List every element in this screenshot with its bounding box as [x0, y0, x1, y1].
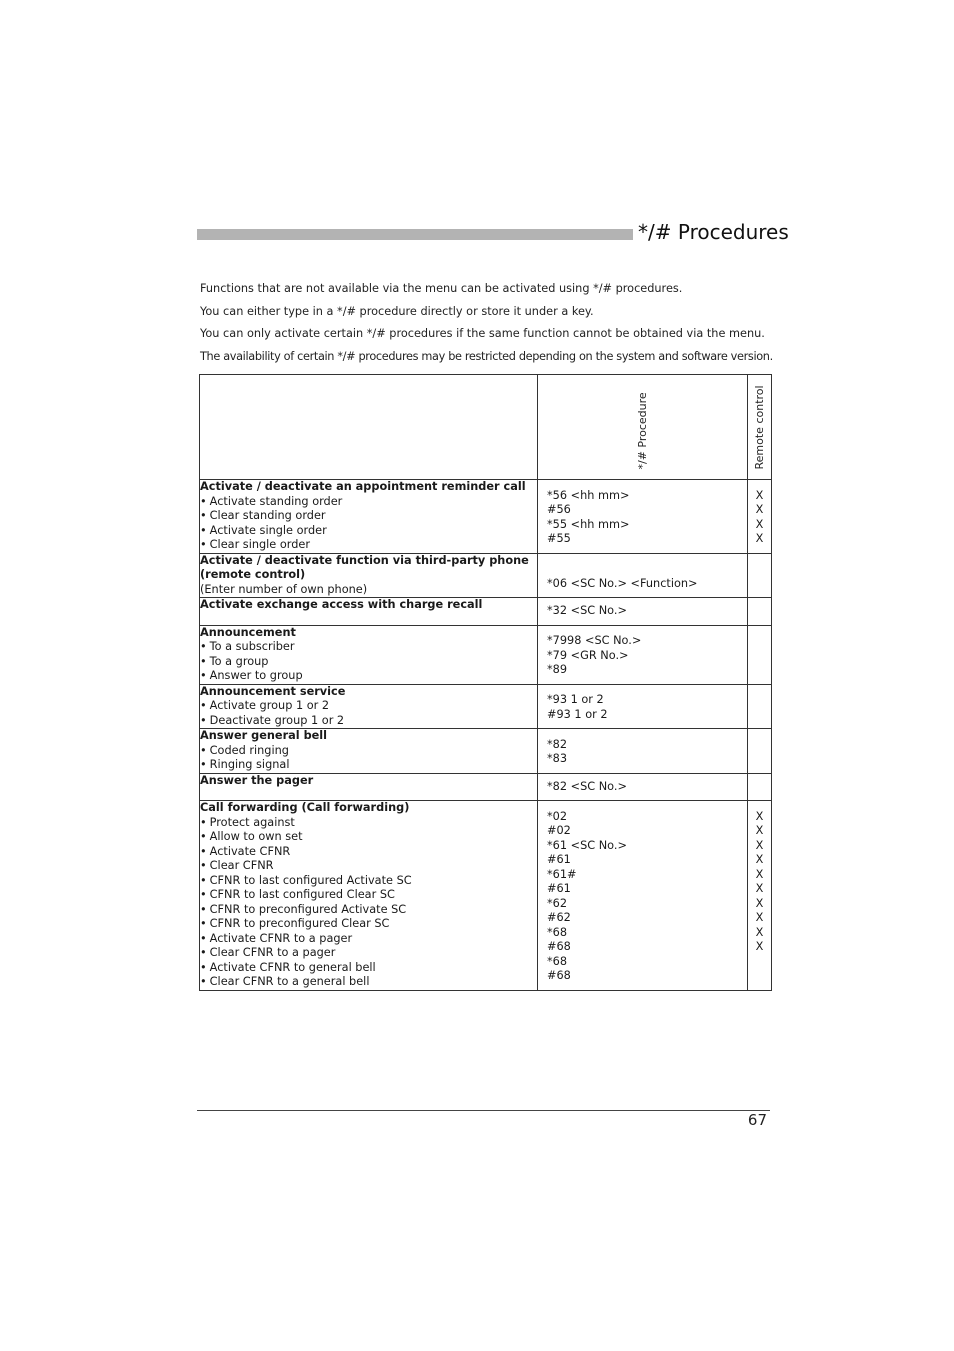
remote-control-cell — [748, 729, 772, 774]
remote-control-cell — [748, 801, 772, 991]
procedure-code: #68 — [547, 940, 571, 953]
procedure-code: #56 — [547, 503, 571, 516]
remote-control-mark: X — [755, 838, 764, 852]
procedure-code: #61 — [547, 882, 571, 895]
function-cell — [200, 773, 538, 801]
procedure-cell — [538, 729, 748, 774]
function-cell — [200, 801, 538, 991]
list-item: • CFNR to preconfigured Clear SC — [200, 917, 537, 932]
page-number: 67 — [747, 1111, 767, 1129]
procedure-cell — [538, 480, 748, 554]
intro-paragraph: Functions that are not available via the menu can be activated using */# procedures. — [200, 282, 683, 295]
remote-control-mark: X — [755, 867, 764, 881]
remote-control-cell — [748, 773, 772, 801]
remote-control-mark: X — [755, 925, 764, 939]
list-item: • CFNR to last configured Activate SC — [200, 874, 537, 889]
procedure-code: *32 <SC No.> — [547, 604, 627, 617]
procedure-code: #61 — [547, 853, 571, 866]
procedure-code: *82 — [547, 737, 568, 751]
function-note: (Enter number of own phone) — [200, 582, 368, 596]
function-cell — [200, 684, 538, 729]
remote-control-cell — [748, 553, 772, 598]
procedure-cell — [538, 801, 748, 991]
remote-control-mark: X — [755, 911, 764, 924]
footer-rule — [197, 1110, 770, 1111]
list-item: • Activate CFNR to a pager — [200, 932, 537, 947]
function-title: Activate / deactivate an appointment reminder call — [200, 480, 526, 493]
list-item: • Clear single order — [200, 538, 537, 553]
list-item: • Clear CFNR to a pager — [200, 946, 537, 961]
intro-paragraph: The availability of certain */# procedures may be restricted depending on the system and software version. — [200, 349, 773, 363]
intro-text — [200, 278, 773, 368]
procedure-code: *83 — [547, 752, 568, 765]
function-title: Announcement — [200, 625, 296, 639]
procedure-code: *55 <hh mm> — [547, 517, 630, 531]
function-cell — [200, 553, 538, 598]
intro-paragraph: You can only activate certain */# procedures if the same function cannot be obtained via the menu. — [200, 327, 765, 340]
remote-control-mark: X — [755, 853, 764, 866]
remote-control-mark: X — [755, 809, 764, 823]
function-cell — [200, 729, 538, 774]
list-item: • Activate single order — [200, 524, 537, 539]
procedure-code: *68 — [547, 925, 568, 939]
remote-control-cell — [748, 480, 772, 554]
list-item: • CFNR to last configured Clear SC — [200, 888, 537, 903]
procedure-cell — [538, 598, 748, 626]
procedure-code: #55 — [547, 532, 571, 545]
procedure-code: *79 <GR No.> — [547, 648, 629, 662]
procedure-code: #62 — [547, 911, 571, 924]
function-title: Activate / deactivate function via third-party phone (remote control) — [200, 553, 529, 581]
list-item: • Activate group 1 or 2 — [200, 699, 537, 714]
page-title: */# Procedures — [638, 220, 789, 244]
function-cell — [200, 480, 538, 554]
table-header-row — [200, 375, 772, 480]
procedure-code: *82 <SC No.> — [547, 779, 627, 793]
list-item: • Clear CFNR to a general bell — [200, 975, 537, 990]
procedure-code: *68 — [547, 954, 568, 968]
remote-control-cell — [748, 598, 772, 626]
header-remote-label: Remote control — [752, 384, 766, 469]
function-cell — [200, 625, 538, 684]
function-title: Answer general bell — [200, 729, 328, 742]
list-item: • Clear standing order — [200, 509, 537, 524]
remote-control-mark: X — [755, 517, 764, 531]
title-bar — [197, 229, 633, 240]
procedure-code: *06 <SC No.> <Function> — [547, 576, 698, 590]
list-item: • Clear CFNR — [200, 859, 537, 874]
procedure-code: *61 <SC No.> — [547, 838, 627, 852]
procedure-cell — [538, 684, 748, 729]
list-item: • Activate CFNR — [200, 845, 537, 860]
procedure-code: #68 — [547, 969, 571, 982]
intro-paragraph: You can either type in a */# procedure directly or store it under a key. — [200, 304, 594, 318]
procedure-code: *7998 <SC No.> — [547, 634, 642, 647]
remote-control-mark: X — [755, 532, 764, 545]
table-row — [200, 729, 772, 774]
remote-control-mark: X — [755, 824, 764, 837]
list-item: • Protect against — [200, 816, 537, 831]
header-function-cell — [200, 375, 538, 480]
header-procedure-label: */# Procedure — [635, 391, 649, 469]
function-title: Answer the pager — [200, 773, 314, 787]
procedure-cell — [538, 553, 748, 598]
list-item: • To a group — [200, 655, 537, 670]
list-item: • To a subscriber — [200, 640, 537, 655]
table-row — [200, 480, 772, 554]
table-row — [200, 801, 772, 991]
remote-control-mark: X — [755, 882, 764, 895]
header-procedure-cell — [538, 375, 748, 480]
remote-control-mark: X — [755, 896, 764, 910]
remote-control-cell — [748, 625, 772, 684]
function-title: Announcement service — [200, 684, 346, 698]
function-cell — [200, 598, 538, 626]
list-item: • Activate CFNR to general bell — [200, 961, 537, 976]
procedures-table — [199, 374, 772, 991]
procedure-code: *62 — [547, 896, 568, 910]
remote-control-mark: X — [755, 940, 764, 953]
remote-control-mark: X — [755, 488, 764, 502]
procedure-code: *93 1 or 2 — [547, 693, 604, 706]
header-remote-cell — [748, 375, 772, 480]
table-row — [200, 684, 772, 729]
table-row — [200, 625, 772, 684]
procedure-cell — [538, 625, 748, 684]
function-title: Activate exchange access with charge recall — [200, 598, 483, 611]
list-item: • CFNR to preconfigured Activate SC — [200, 903, 537, 918]
procedure-code: *89 — [547, 663, 568, 676]
remote-control-cell — [748, 684, 772, 729]
table-row — [200, 773, 772, 801]
procedure-code: *02 — [547, 809, 568, 823]
list-item: • Deactivate group 1 or 2 — [200, 714, 537, 729]
procedure-cell — [538, 773, 748, 801]
list-item: • Activate standing order — [200, 495, 537, 510]
list-item: • Ringing signal — [200, 758, 537, 773]
list-item: • Answer to group — [200, 669, 537, 684]
remote-control-mark: X — [755, 503, 764, 516]
procedure-code: #93 1 or 2 — [547, 707, 608, 721]
table-row — [200, 553, 772, 598]
procedure-code: *56 <hh mm> — [547, 488, 630, 502]
function-title: Call forwarding (Call forwarding) — [200, 801, 410, 814]
table-row — [200, 598, 772, 626]
procedure-code: #02 — [547, 824, 571, 837]
list-item: • Allow to own set — [200, 830, 537, 845]
procedure-code: *61# — [547, 867, 577, 881]
list-item: • Coded ringing — [200, 744, 537, 759]
